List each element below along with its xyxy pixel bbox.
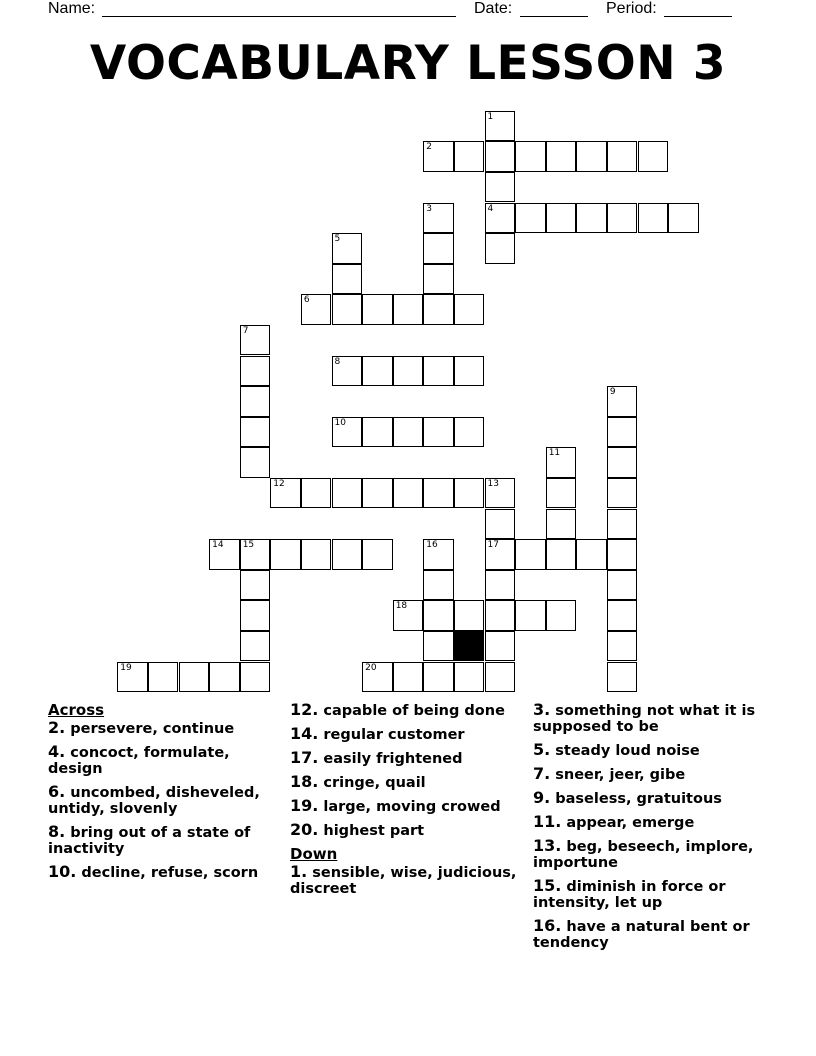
- grid-cell[interactable]: [607, 203, 638, 234]
- grid-cell[interactable]: [607, 570, 638, 601]
- grid-cell[interactable]: [332, 417, 363, 448]
- clue-number: 16.: [533, 916, 562, 935]
- clue-number-label: 15: [242, 540, 255, 551]
- grid-cell[interactable]: [240, 386, 271, 417]
- grid-cell[interactable]: [332, 539, 363, 570]
- clue-number: 5.: [533, 740, 551, 759]
- grid-cell[interactable]: [393, 478, 424, 509]
- clue-number: 10.: [48, 862, 77, 881]
- clue-number-label: 8: [334, 356, 341, 367]
- clue-number-label: 5: [334, 234, 341, 245]
- clue-number-label: 16: [426, 540, 438, 551]
- clue-item: [48, 744, 280, 777]
- grid-cell[interactable]: [423, 539, 454, 570]
- clue-number: 6.: [48, 782, 66, 801]
- clue-item: [533, 878, 765, 911]
- grid-cell[interactable]: [240, 570, 271, 601]
- grid-cell[interactable]: [240, 447, 271, 478]
- grid-cell[interactable]: [240, 539, 271, 570]
- grid-cell[interactable]: [393, 356, 424, 387]
- grid-cell[interactable]: [393, 417, 424, 448]
- grid-cell[interactable]: [576, 141, 607, 172]
- grid-cell[interactable]: [485, 233, 516, 264]
- grid-cell[interactable]: [270, 478, 301, 509]
- grid-cell[interactable]: [423, 141, 454, 172]
- clue-number-label: 2: [426, 142, 433, 153]
- grid-cell[interactable]: [362, 356, 393, 387]
- grid-cell[interactable]: [332, 356, 363, 387]
- grid-cell[interactable]: [607, 386, 638, 417]
- grid-cell[interactable]: [576, 203, 607, 234]
- grid-cell[interactable]: [423, 478, 454, 509]
- clue-number: 17.: [290, 748, 319, 767]
- clue-number: 12.: [290, 700, 319, 719]
- date-label: Date:: [474, 0, 513, 17]
- grid-cell[interactable]: [362, 539, 393, 570]
- grid-cell[interactable]: [148, 662, 179, 693]
- clue-item: [48, 864, 280, 881]
- grid-cell[interactable]: [515, 539, 546, 570]
- clue-item: [533, 766, 765, 783]
- clue-number: 18.: [290, 772, 319, 791]
- clue-number-label: 19: [120, 662, 132, 673]
- clue-number: 3.: [533, 700, 551, 719]
- grid-cell[interactable]: [485, 539, 516, 570]
- grid-cell[interactable]: [423, 662, 454, 693]
- grid-cell[interactable]: [638, 141, 669, 172]
- clue-number-label: 12: [273, 478, 285, 489]
- grid-cell[interactable]: [454, 417, 485, 448]
- clue-text: easily frightened: [318, 751, 463, 767]
- grid-cell[interactable]: [332, 264, 363, 295]
- grid-cell[interactable]: [546, 600, 577, 631]
- clue-text: uncombed, disheveled, untidy, slovenly: [48, 785, 260, 817]
- grid-cell[interactable]: [515, 600, 546, 631]
- grid-cell[interactable]: [423, 356, 454, 387]
- grid-cell[interactable]: [240, 600, 271, 631]
- clue-item: [533, 790, 765, 807]
- grid-cell[interactable]: [423, 417, 454, 448]
- grid-cell[interactable]: [209, 662, 240, 693]
- grid-cell[interactable]: [607, 539, 638, 570]
- clue-number: 1.: [290, 862, 308, 881]
- clue-text: steady loud noise: [550, 743, 700, 759]
- grid-cell[interactable]: [393, 662, 424, 693]
- grid-cell[interactable]: [485, 600, 516, 631]
- grid-cell[interactable]: [423, 631, 454, 662]
- clue-item: [290, 726, 522, 743]
- grid-cell[interactable]: [546, 141, 577, 172]
- grid-cell[interactable]: [515, 141, 546, 172]
- grid-cell[interactable]: [332, 478, 363, 509]
- clue-number-label: 13: [487, 478, 499, 489]
- clue-number: 7.: [533, 764, 551, 783]
- grid-cell[interactable]: [362, 662, 393, 693]
- grid-cell[interactable]: [362, 417, 393, 448]
- clue-item: [290, 750, 522, 767]
- clue-number-label: 1: [487, 111, 494, 122]
- grid-cell[interactable]: [485, 111, 516, 142]
- clue-number-label: 7: [242, 325, 249, 336]
- grid-cell[interactable]: [454, 600, 485, 631]
- clue-item: [290, 822, 522, 839]
- grid-cell[interactable]: [454, 478, 485, 509]
- period-label: Period:: [606, 0, 657, 17]
- grid-cell[interactable]: [576, 539, 607, 570]
- clue-text: regular customer: [318, 727, 465, 743]
- clue-number-label: 17: [487, 540, 499, 551]
- grid-cell[interactable]: [240, 325, 271, 356]
- clue-text: cringe, quail: [318, 775, 426, 791]
- grid-cell[interactable]: [485, 141, 516, 172]
- clue-text: capable of being done: [318, 703, 505, 719]
- grid-cell[interactable]: [607, 509, 638, 540]
- clue-item: [290, 774, 522, 791]
- grid-cell[interactable]: [607, 662, 638, 693]
- grid-cell[interactable]: [423, 264, 454, 295]
- clue-item: [290, 798, 522, 815]
- clue-number: 19.: [290, 796, 319, 815]
- clue-text: something not what it is supposed to be: [533, 703, 756, 735]
- grid-cell[interactable]: [332, 233, 363, 264]
- grid-cell[interactable]: [362, 478, 393, 509]
- clue-text: large, moving crowed: [318, 799, 501, 815]
- grid-cell[interactable]: [332, 294, 363, 325]
- clue-number-label: 10: [334, 417, 346, 428]
- clue-text: decline, refuse, scorn: [76, 865, 259, 881]
- clue-item: [533, 742, 765, 759]
- grid-cell[interactable]: [607, 631, 638, 662]
- grid-cell[interactable]: [270, 539, 301, 570]
- clue-text: appear, emerge: [561, 815, 695, 831]
- grid-cell[interactable]: [607, 447, 638, 478]
- clue-number: 15.: [533, 876, 562, 895]
- clue-item: [533, 814, 765, 831]
- grid-cell[interactable]: [546, 509, 577, 540]
- clue-text: highest part: [318, 823, 425, 839]
- grid-cell[interactable]: [362, 294, 393, 325]
- grid-cell[interactable]: [240, 631, 271, 662]
- grid-cell[interactable]: [485, 570, 516, 601]
- grid-cell[interactable]: [546, 539, 577, 570]
- clue-text: beg, beseech, implore, importune: [533, 839, 754, 871]
- clue-text: baseless, gratuitous: [550, 791, 722, 807]
- clue-number-label: 4: [487, 203, 494, 214]
- grid-cell[interactable]: [546, 447, 577, 478]
- grid-cell[interactable]: [607, 478, 638, 509]
- grid-cell[interactable]: [485, 172, 516, 203]
- grid-cell[interactable]: [668, 203, 699, 234]
- grid-cell[interactable]: [423, 233, 454, 264]
- clue-number: 20.: [290, 820, 319, 839]
- grid-cell[interactable]: [240, 417, 271, 448]
- section-heading-down: Down: [290, 845, 338, 863]
- grid-cell[interactable]: [454, 356, 485, 387]
- grid-cell[interactable]: [209, 539, 240, 570]
- clue-text: bring out of a state of inactivity: [48, 825, 251, 857]
- grid-cell[interactable]: [423, 294, 454, 325]
- clues-column-3: [533, 702, 765, 958]
- clue-number: 4.: [48, 742, 66, 761]
- clue-number-label: 6: [303, 295, 310, 306]
- clue-number-label: 3: [426, 203, 433, 214]
- grid-cell[interactable]: [454, 141, 485, 172]
- grid-cell[interactable]: [607, 417, 638, 448]
- grid-cell[interactable]: [546, 478, 577, 509]
- clue-item: [48, 784, 280, 817]
- grid-cell[interactable]: [485, 631, 516, 662]
- clue-item: [48, 720, 280, 737]
- grid-cell[interactable]: [638, 203, 669, 234]
- grid-cell[interactable]: [485, 203, 516, 234]
- grid-cell[interactable]: [546, 203, 577, 234]
- clues-column-2: [290, 702, 522, 904]
- grid-cell[interactable]: [179, 662, 210, 693]
- clue-number: 11.: [533, 812, 562, 831]
- section-heading-across: Across: [48, 701, 105, 719]
- grid-cell[interactable]: [607, 141, 638, 172]
- clue-number: 8.: [48, 822, 66, 841]
- grid-cell[interactable]: [117, 662, 148, 693]
- clue-text: have a natural bent or tendency: [533, 919, 750, 951]
- grid-cell[interactable]: [240, 662, 271, 693]
- grid-cell[interactable]: [485, 662, 516, 693]
- clue-item: [290, 702, 522, 719]
- grid-cell[interactable]: [485, 509, 516, 540]
- clue-text: sensible, wise, judicious, discreet: [290, 865, 517, 897]
- name-label: Name:: [48, 0, 96, 17]
- clue-text: concoct, formulate, design: [48, 745, 230, 777]
- grid-cell[interactable]: [393, 600, 424, 631]
- clue-number-label: 20: [365, 662, 377, 673]
- grid-cell[interactable]: [423, 600, 454, 631]
- clue-number: 14.: [290, 724, 319, 743]
- grid-cell[interactable]: [301, 294, 332, 325]
- grid-cell[interactable]: [515, 203, 546, 234]
- clue-item: [533, 838, 765, 871]
- clue-item: [290, 864, 522, 897]
- grid-cell[interactable]: [423, 203, 454, 234]
- grid-cell[interactable]: [607, 600, 638, 631]
- clue-number-label: 11: [548, 448, 561, 459]
- grid-cell[interactable]: [423, 570, 454, 601]
- grid-block-cell: [454, 631, 485, 662]
- clue-number: 9.: [533, 788, 551, 807]
- grid-cell[interactable]: [301, 478, 332, 509]
- grid-cell[interactable]: [301, 539, 332, 570]
- clue-number-label: 18: [395, 601, 408, 612]
- clue-text: persevere, continue: [65, 721, 235, 737]
- clue-number: 2.: [48, 718, 66, 737]
- grid-cell[interactable]: [485, 478, 516, 509]
- grid-cell[interactable]: [240, 356, 271, 387]
- grid-cell[interactable]: [454, 662, 485, 693]
- clue-item: [533, 702, 765, 735]
- clue-text: diminish in force or intensity, let up: [533, 879, 726, 911]
- clue-number-label: 14: [212, 540, 224, 551]
- clue-item: [48, 824, 280, 857]
- clue-item: [533, 918, 765, 951]
- clue-number-label: 9: [609, 387, 616, 398]
- clues-column-1: [48, 702, 280, 888]
- grid-cell[interactable]: [454, 294, 485, 325]
- puzzle-title: VOCABULARY LESSON 3: [89, 36, 727, 91]
- clue-text: sneer, jeer, gibe: [550, 767, 686, 783]
- clue-number: 13.: [533, 836, 562, 855]
- grid-cell[interactable]: [393, 294, 424, 325]
